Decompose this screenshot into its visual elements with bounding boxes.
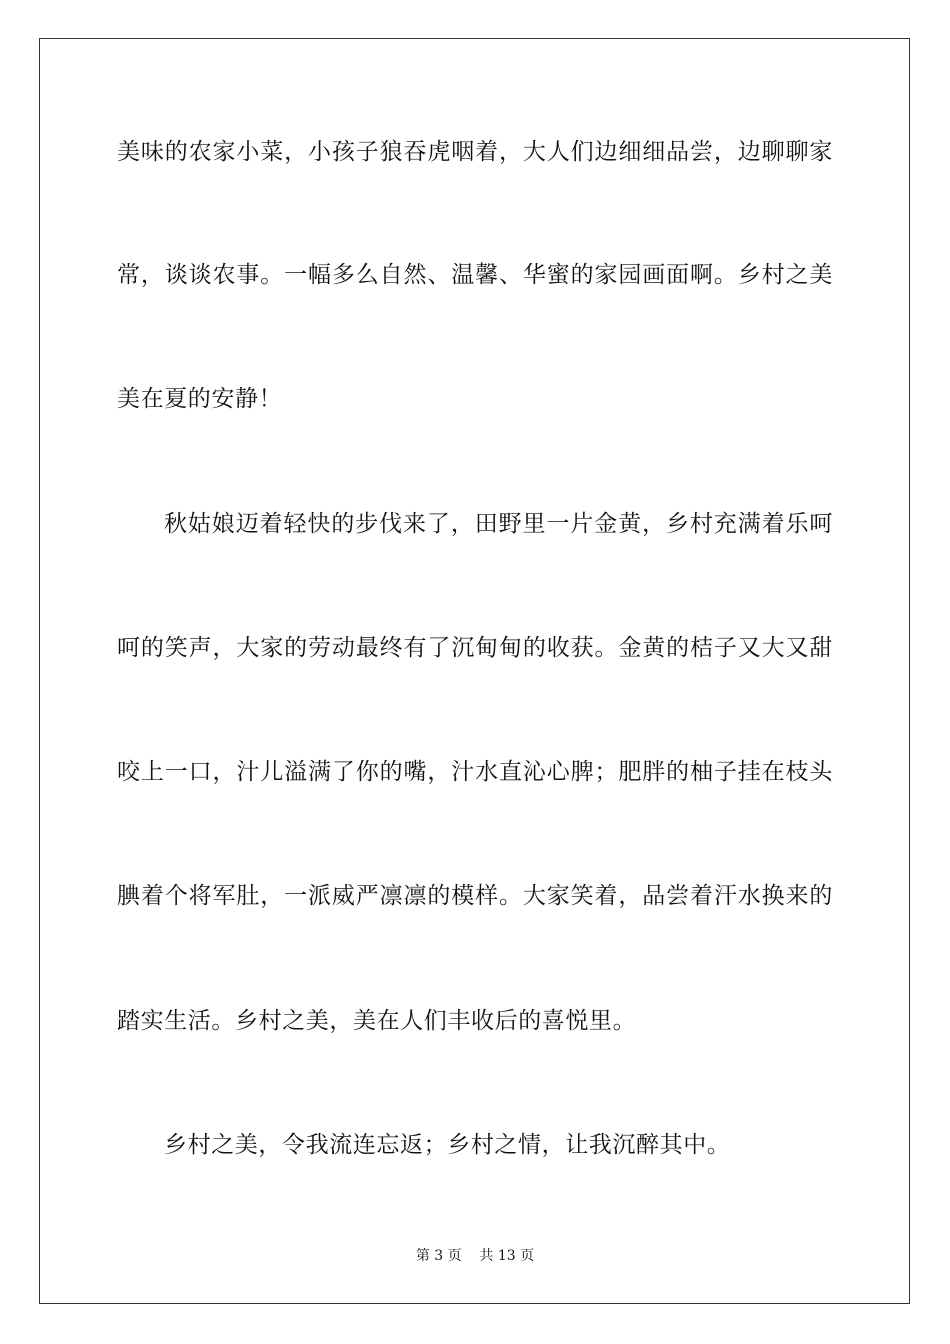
paragraph-start-line: 秋姑娘迈着轻快的步伐来了，田野里一片金黄，乡村充满着乐呵 xyxy=(164,511,833,537)
page-border xyxy=(39,38,910,1304)
text-line: 常，谈谈农事。一幅多么自然、温馨、华蜜的家园画面啊。乡村之美 xyxy=(117,262,833,288)
text-line: 腆着个将军肚，一派威严凛凛的模样。大家笑着，品尝着汗水换来的 xyxy=(117,883,833,909)
paragraph-start-line: 乡村之美，令我流连忘返；乡村之情，让我沉醉其中。 xyxy=(164,1132,731,1158)
page-number-footer: 第 3 页 共 13 页 xyxy=(415,1248,535,1264)
text-line: 美味的农家小菜，小孩子狼吞虎咽着，大人们边细细品尝，边聊聊家 xyxy=(117,139,833,165)
text-line: 踏实生活。乡村之美，美在人们丰收后的喜悦里。 xyxy=(117,1008,637,1034)
text-line: 咬上一口，汁儿溢满了你的嘴，汁水直沁心脾；肥胖的柚子挂在枝头 xyxy=(117,759,833,785)
text-line: 呵的笑声，大家的劳动最终有了沉甸甸的收获。金黄的桔子又大又甜 xyxy=(117,635,833,661)
text-line: 美在夏的安静！ xyxy=(117,386,283,412)
